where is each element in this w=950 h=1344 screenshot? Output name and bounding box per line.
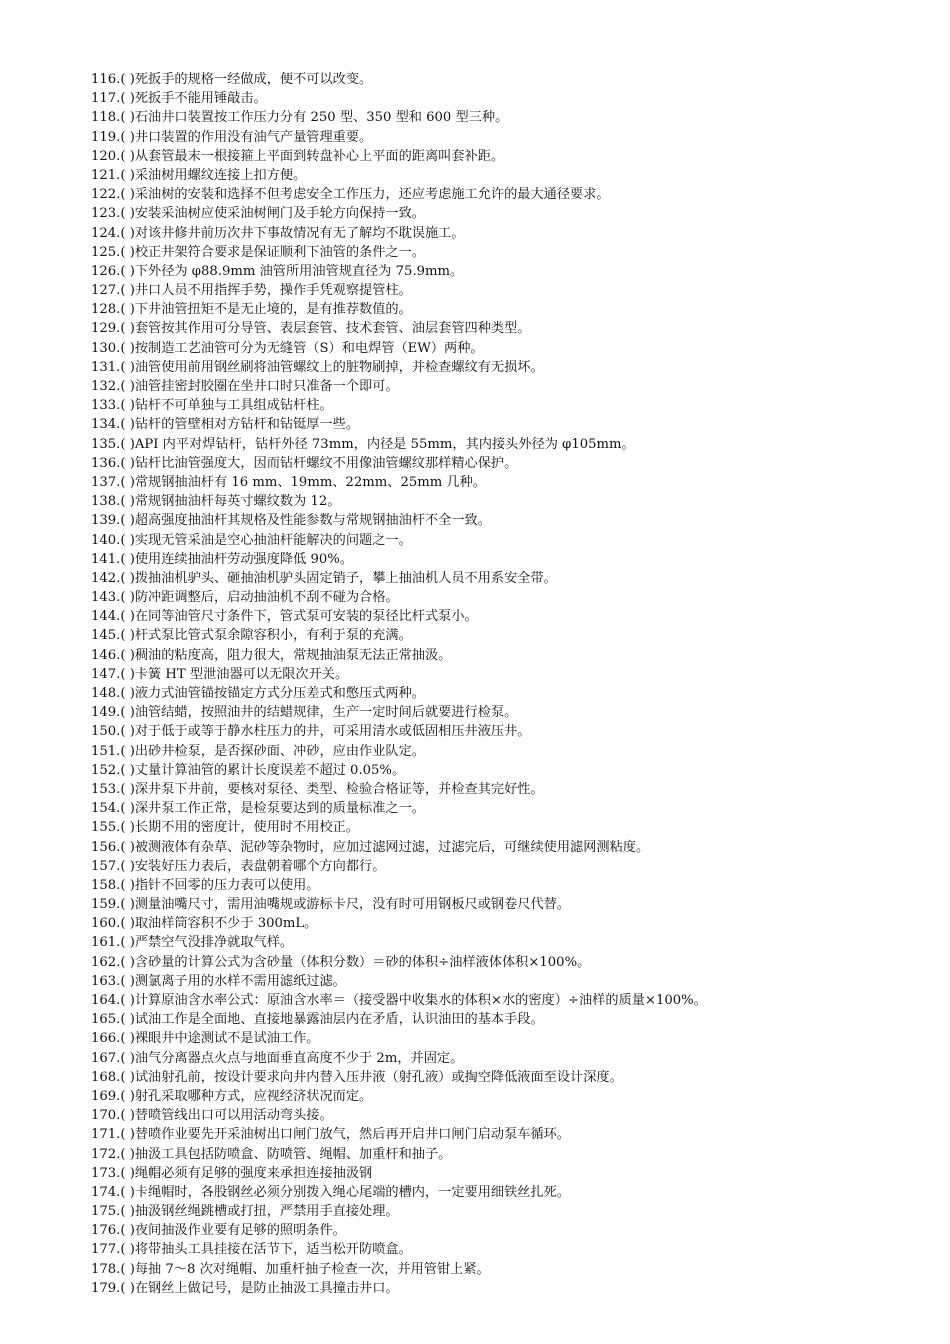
question-number: 145. xyxy=(91,628,121,644)
question-item xyxy=(91,876,936,895)
question-item xyxy=(91,1068,936,1087)
answer-bracket: ( ) xyxy=(120,916,135,932)
answer-bracket: ( ) xyxy=(120,1204,135,1220)
question-item xyxy=(91,339,936,358)
question-number: 158. xyxy=(91,877,121,893)
question-number: 120. xyxy=(91,148,121,164)
answer-bracket: ( ) xyxy=(120,686,135,701)
question-number: 123. xyxy=(91,206,121,222)
answer-bracket: ( ) xyxy=(120,801,135,817)
answer-bracket: ( ) xyxy=(120,340,135,356)
question-text: 含砂量的计算公式为含砂量（体积分数）＝砂的体积÷油样液体体积×100%。 xyxy=(134,954,591,970)
question-item xyxy=(91,415,936,434)
question-text: 绳帽必须有足够的强度来承担连接抽汲钢 xyxy=(134,1165,373,1181)
answer-bracket: ( ) xyxy=(120,379,135,394)
answer-bracket: ( ) xyxy=(120,1242,135,1258)
question-text: 下外径为 φ88.9mm 油管所用油管规直径为 75.9mm。 xyxy=(134,263,464,279)
answer-bracket: ( ) xyxy=(120,1146,135,1162)
question-item xyxy=(91,665,936,684)
question-number: 161. xyxy=(91,935,121,951)
question-text: 深井泵下井前，要核对泵径、类型、检验合格证等，并检查其完好性。 xyxy=(134,781,544,797)
question-item xyxy=(91,703,936,722)
question-text: 钻杆比油管强度大，因而钻杆螺纹不用像油管螺纹那样精心保护。 xyxy=(134,455,518,471)
answer-bracket: ( ) xyxy=(120,609,135,625)
question-text: 采油树的安装和选择不但考虑安全工作压力，还应考虑施工允许的最大通径要求。 xyxy=(134,187,610,203)
question-text: 液力式油管锚按锚定方式分压差式和憋压式两种。 xyxy=(134,686,425,701)
question-item xyxy=(91,1106,936,1125)
answer-bracket: ( ) xyxy=(120,570,135,586)
question-number: 175. xyxy=(91,1204,121,1220)
answer-bracket: ( ) xyxy=(120,187,135,203)
question-number: 159. xyxy=(91,897,121,913)
answer-bracket: ( ) xyxy=(120,302,135,318)
question-item xyxy=(91,1164,936,1183)
question-item xyxy=(91,1279,936,1298)
question-text: 油气分离器点火点与地面垂直高度不少于 2m，并固定。 xyxy=(134,1050,464,1066)
question-item xyxy=(91,492,936,511)
question-item xyxy=(91,1221,936,1240)
question-number: 125. xyxy=(91,244,121,260)
answer-bracket: ( ) xyxy=(120,455,135,471)
question-text: 射孔采取哪种方式，应视经济状况而定。 xyxy=(134,1088,373,1104)
question-number: 116. xyxy=(91,72,121,87)
question-number: 160. xyxy=(91,916,121,932)
question-item xyxy=(91,396,936,415)
question-number: 146. xyxy=(91,647,121,663)
question-text: 严禁空气没排净就取气样。 xyxy=(134,935,294,951)
question-number: 117. xyxy=(91,91,121,107)
question-number: 142. xyxy=(91,570,121,586)
question-text: 使用连续抽油杆劳动强度降低 90%。 xyxy=(134,551,353,567)
question-item xyxy=(91,895,936,914)
question-number: 155. xyxy=(91,820,121,836)
question-list xyxy=(91,70,936,1298)
question-item xyxy=(91,780,936,799)
question-text: 抽汲工具包括防喷盒、防喷管、绳帽、加重杆和抽子。 xyxy=(134,1146,452,1162)
question-item xyxy=(91,857,936,876)
question-number: 134. xyxy=(91,417,121,433)
question-item xyxy=(91,262,936,281)
question-text: 井口人员不用指挥手势，操作手凭观察提管柱。 xyxy=(134,283,412,299)
question-text: 杆式泵比管式泵余隙容积小，有利于泵的充满。 xyxy=(134,628,412,644)
question-text: 试油工作是全面地、直接地暴露油层内在矛盾，认识油田的基本手段。 xyxy=(134,1012,544,1028)
question-text: 从套管最末一根接箍上平面到转盘补心上平面的距离叫套补距。 xyxy=(134,148,505,164)
question-number: 164. xyxy=(91,993,121,1008)
question-item xyxy=(91,742,936,761)
question-number: 178. xyxy=(91,1261,121,1277)
question-text: 指针不回零的压力表可以使用。 xyxy=(134,877,320,893)
answer-bracket: ( ) xyxy=(120,1088,135,1104)
question-text: 死扳手不能用锤敲击。 xyxy=(134,91,267,107)
answer-bracket: ( ) xyxy=(120,532,135,548)
question-number: 143. xyxy=(91,590,121,606)
question-item xyxy=(91,722,936,741)
question-number: 162. xyxy=(91,954,121,970)
question-text: 套管按其作用可分导管、表层套管、技术套管、油层套管四种类型。 xyxy=(134,321,531,337)
answer-bracket: ( ) xyxy=(120,877,135,893)
question-text: 油管结蜡，按照油井的结蜡规律，生产一定时间后就要进行检泵。 xyxy=(134,705,518,721)
answer-bracket: ( ) xyxy=(120,206,135,222)
answer-bracket: ( ) xyxy=(120,1165,135,1181)
question-item xyxy=(91,454,936,473)
question-number: 144. xyxy=(91,609,121,625)
question-item xyxy=(91,377,936,396)
answer-bracket: ( ) xyxy=(120,858,135,874)
question-item xyxy=(91,838,936,857)
question-text: 对该井修井前历次井下事故情况有无了解均不耽误施工。 xyxy=(134,225,465,241)
question-text: 实现无管采油是空心抽油杆能解决的问题之一。 xyxy=(134,532,412,548)
answer-bracket: ( ) xyxy=(120,283,135,299)
question-item xyxy=(91,1260,936,1279)
question-text: 每抽 7～8 次对绳帽、加重杆抽子检查一次，并用管钳上紧。 xyxy=(134,1261,490,1277)
answer-bracket: ( ) xyxy=(120,1108,135,1124)
question-number: 152. xyxy=(91,762,121,778)
question-item xyxy=(91,185,936,204)
question-number: 154. xyxy=(91,801,121,817)
question-text: 取油样筒容积不少于 300mL。 xyxy=(134,916,318,932)
answer-bracket: ( ) xyxy=(120,1280,135,1296)
question-number: 167. xyxy=(91,1050,121,1066)
question-text: 出砂井检泵，是否探砂面、冲砂，应由作业队定。 xyxy=(134,743,425,759)
question-item xyxy=(91,1029,936,1048)
question-item xyxy=(91,89,936,108)
question-item xyxy=(91,991,936,1010)
answer-bracket: ( ) xyxy=(120,110,135,126)
answer-bracket: ( ) xyxy=(120,263,135,279)
answer-bracket: ( ) xyxy=(120,666,135,682)
answer-bracket: ( ) xyxy=(120,647,135,663)
question-number: 153. xyxy=(91,781,121,797)
question-item xyxy=(91,1125,936,1144)
answer-bracket: ( ) xyxy=(120,474,135,490)
question-number: 130. xyxy=(91,340,121,356)
answer-bracket: ( ) xyxy=(120,781,135,797)
question-number: 137. xyxy=(91,474,121,490)
answer-bracket: ( ) xyxy=(120,225,135,241)
question-number: 128. xyxy=(91,302,121,318)
question-item xyxy=(91,550,936,569)
answer-bracket: ( ) xyxy=(120,839,135,855)
question-text: 裸眼井中途测试不是试油工作。 xyxy=(134,1031,320,1047)
question-number: 139. xyxy=(91,513,121,529)
question-item xyxy=(91,684,936,703)
answer-bracket: ( ) xyxy=(120,993,135,1008)
answer-bracket: ( ) xyxy=(120,72,135,87)
question-text: 将带抽头工具挂接在活节下，适当松开防喷盒。 xyxy=(134,1242,412,1258)
answer-bracket: ( ) xyxy=(120,417,135,433)
answer-bracket: ( ) xyxy=(120,1184,135,1200)
question-item xyxy=(91,300,936,319)
question-item xyxy=(91,243,936,262)
question-number: 136. xyxy=(91,455,121,471)
question-number: 165. xyxy=(91,1012,121,1028)
answer-bracket: ( ) xyxy=(120,1012,135,1028)
question-text: 超高强度抽油杆其规格及性能参数与常规钢抽油杆不全一致。 xyxy=(134,513,491,529)
answer-bracket: ( ) xyxy=(120,724,135,740)
question-number: 169. xyxy=(91,1088,121,1104)
question-number: 138. xyxy=(91,494,121,510)
question-text: 安装好压力表后，表盘朝着哪个方向都行。 xyxy=(134,858,386,874)
question-item xyxy=(91,818,936,837)
question-text: 采油树用螺纹连接上扣方便。 xyxy=(134,167,307,183)
answer-bracket: ( ) xyxy=(120,551,135,567)
question-text: 油管使用前用钢丝刷将油管螺纹上的脏物刷掉，并检查螺纹有无损坏。 xyxy=(134,359,544,375)
question-text: 卡簧 HT 型泄油器可以无限次开关。 xyxy=(134,666,349,682)
question-number: 171. xyxy=(91,1127,121,1143)
answer-bracket: ( ) xyxy=(120,1261,135,1277)
question-text: 在同等油管尺寸条件下，管式泵可安装的泵径比杆式泵小。 xyxy=(134,609,478,625)
question-number: 174. xyxy=(91,1184,121,1200)
answer-bracket: ( ) xyxy=(120,398,135,414)
answer-bracket: ( ) xyxy=(120,897,135,913)
answer-bracket: ( ) xyxy=(120,494,135,510)
question-item xyxy=(91,1202,936,1221)
question-text: 长期不用的密度计，使用时不用校正。 xyxy=(134,820,360,836)
question-text: 石油井口装置按工作压力分有 250 型、350 型和 600 型三种。 xyxy=(134,110,509,126)
answer-bracket: ( ) xyxy=(120,1069,135,1085)
question-text: 拨抽油机驴头、砸抽油机驴头固定销子，攀上抽油机人员不用系安全带。 xyxy=(134,570,557,586)
question-item xyxy=(91,319,936,338)
question-number: 140. xyxy=(91,532,121,548)
answer-bracket: ( ) xyxy=(120,436,135,452)
question-text: 安装采油树应使采油树闸门及手轮方向保持一致。 xyxy=(134,206,425,222)
question-text: 丈量计算油管的累计长度误差不超过 0.05%。 xyxy=(134,762,406,778)
question-number: 118. xyxy=(91,110,121,126)
question-text: 常规钢抽油杆有 16 mm、19mm、22mm、25mm 几种。 xyxy=(134,474,487,490)
answer-bracket: ( ) xyxy=(120,935,135,951)
question-text: 死扳手的规格一经做成，便不可以改变。 xyxy=(134,72,373,87)
question-number: 129. xyxy=(91,321,121,337)
answer-bracket: ( ) xyxy=(120,820,135,836)
question-text: 在钢丝上做记号，是防止抽汲工具撞击井口。 xyxy=(134,1280,399,1296)
question-number: 166. xyxy=(91,1031,121,1047)
question-text: 试油射孔前，按设计要求向井内替入压井液（射孔液）或掏空降低液面至设计深度。 xyxy=(134,1069,623,1085)
answer-bracket: ( ) xyxy=(120,743,135,759)
question-text: 夜间抽汲作业要有足够的照明条件。 xyxy=(134,1223,346,1239)
answer-bracket: ( ) xyxy=(120,244,135,260)
question-number: 131. xyxy=(91,359,121,375)
question-item xyxy=(91,799,936,818)
question-number: 141. xyxy=(91,551,121,567)
question-text: 下井油管扭矩不是无止境的，是有推荐数值的。 xyxy=(134,302,412,318)
question-item xyxy=(91,147,936,166)
question-text: 替喷管线出口可以用活动弯头接。 xyxy=(134,1108,333,1124)
question-number: 176. xyxy=(91,1223,121,1239)
answer-bracket: ( ) xyxy=(120,148,135,164)
answer-bracket: ( ) xyxy=(120,513,135,529)
question-item xyxy=(91,128,936,147)
question-number: 148. xyxy=(91,686,121,701)
question-item xyxy=(91,435,936,454)
question-number: 170. xyxy=(91,1108,121,1124)
answer-bracket: ( ) xyxy=(120,1050,135,1066)
question-item xyxy=(91,281,936,300)
question-number: 135. xyxy=(91,436,121,452)
question-number: 121. xyxy=(91,167,121,183)
question-number: 172. xyxy=(91,1146,121,1162)
question-item xyxy=(91,108,936,127)
question-number: 127. xyxy=(91,283,121,299)
question-text: 测量油嘴尺寸，需用油嘴规或游标卡尺，没有时可用钢板尺或钢卷尺代替。 xyxy=(134,897,571,913)
question-item xyxy=(91,972,936,991)
question-text: 钻杆的管壁相对方钻杆和钻铤厚一些。 xyxy=(134,417,360,433)
answer-bracket: ( ) xyxy=(120,628,135,644)
question-item xyxy=(91,933,936,952)
answer-bracket: ( ) xyxy=(120,129,135,145)
question-number: 163. xyxy=(91,973,121,989)
question-text: API 内平对焊钻杆，钻杆外径 73mm，内径是 55mm，其内接头外径为 φ105mm。 xyxy=(134,436,635,452)
question-item xyxy=(91,588,936,607)
question-number: 133. xyxy=(91,398,121,414)
question-item xyxy=(91,1087,936,1106)
question-number: 124. xyxy=(91,225,121,241)
question-number: 151. xyxy=(91,743,121,759)
answer-bracket: ( ) xyxy=(120,590,135,606)
question-number: 179. xyxy=(91,1280,121,1296)
question-item xyxy=(91,607,936,626)
question-item xyxy=(91,646,936,665)
question-number: 157. xyxy=(91,858,121,874)
question-text: 按制造工艺油管可分为无缝管（S）和电焊管（EW）两种。 xyxy=(134,340,484,356)
question-text: 井口装置的作用没有油气产量管理重要。 xyxy=(134,129,373,145)
answer-bracket: ( ) xyxy=(120,705,135,721)
answer-bracket: ( ) xyxy=(120,1031,135,1047)
question-text: 抽汲钢丝绳跳槽或打扭，严禁用手直接处理。 xyxy=(134,1204,399,1220)
question-number: 132. xyxy=(91,379,121,394)
answer-bracket: ( ) xyxy=(120,1223,135,1239)
question-text: 深井泵工作正常，是检泵要达到的质量标准之一。 xyxy=(134,801,425,817)
question-text: 校正井架符合要求是保证顺利下油管的条件之一。 xyxy=(134,244,425,260)
question-number: 168. xyxy=(91,1069,121,1085)
answer-bracket: ( ) xyxy=(120,954,135,970)
answer-bracket: ( ) xyxy=(120,1127,135,1143)
question-item xyxy=(91,914,936,933)
question-number: 150. xyxy=(91,724,121,740)
question-item xyxy=(91,626,936,645)
question-text: 对于低于或等于静水柱压力的井，可采用清水或低固相压井液压井。 xyxy=(134,724,531,740)
question-number: 126. xyxy=(91,263,121,279)
answer-bracket: ( ) xyxy=(120,321,135,337)
question-number: 147. xyxy=(91,666,121,682)
answer-bracket: ( ) xyxy=(120,91,135,107)
question-item xyxy=(91,1183,936,1202)
answer-bracket: ( ) xyxy=(120,359,135,375)
question-item xyxy=(91,1240,936,1259)
question-item xyxy=(91,761,936,780)
answer-bracket: ( ) xyxy=(120,762,135,778)
question-item xyxy=(91,531,936,550)
question-item xyxy=(91,473,936,492)
question-text: 测氯离子用的水样不需用滤纸过滤。 xyxy=(134,973,346,989)
question-number: 173. xyxy=(91,1165,121,1181)
question-number: 177. xyxy=(91,1242,121,1258)
question-number: 122. xyxy=(91,187,121,203)
question-item xyxy=(91,1145,936,1164)
question-item xyxy=(91,204,936,223)
answer-bracket: ( ) xyxy=(120,973,135,989)
question-item xyxy=(91,569,936,588)
question-text: 卡绳帽时，各股钢丝必须分别拨入绳心尾端的槽内，一定要用细铁丝扎死。 xyxy=(134,1184,571,1200)
question-text: 计算原油含水率公式：原油含水率＝（接受器中收集水的体积×水的密度）÷油样的质量×100%。 xyxy=(134,993,707,1008)
question-item xyxy=(91,358,936,377)
question-item xyxy=(91,953,936,972)
question-text: 防冲距调整后，启动抽油机不刮不碰为合格。 xyxy=(134,590,399,606)
question-text: 钻杆不可单独与工具组成钻杆柱。 xyxy=(134,398,333,414)
question-item xyxy=(91,1049,936,1068)
answer-bracket: ( ) xyxy=(120,167,135,183)
question-item xyxy=(91,511,936,530)
question-text: 替喷作业要先开采油树出口闸门放气，然后再开启井口闸门启动泵车循环。 xyxy=(134,1127,571,1143)
question-text: 稠油的粘度高，阻力很大，常规抽油泵无法正常抽汲。 xyxy=(134,647,452,663)
question-item xyxy=(91,166,936,185)
question-text: 被测液体有杂草、泥砂等杂物时，应加过滤网过滤，过滤完后，可继续使用滤网测粘度。 xyxy=(134,839,650,855)
question-item xyxy=(91,1010,936,1029)
question-number: 156. xyxy=(91,839,121,855)
question-number: 119. xyxy=(91,129,121,145)
question-item xyxy=(91,70,936,89)
question-text: 油管挂密封胶圈在坐井口时只准备一个即可。 xyxy=(134,379,399,394)
question-number: 149. xyxy=(91,705,121,721)
question-item xyxy=(91,224,936,243)
question-text: 常规钢抽油杆每英寸螺纹数为 12。 xyxy=(134,494,341,510)
